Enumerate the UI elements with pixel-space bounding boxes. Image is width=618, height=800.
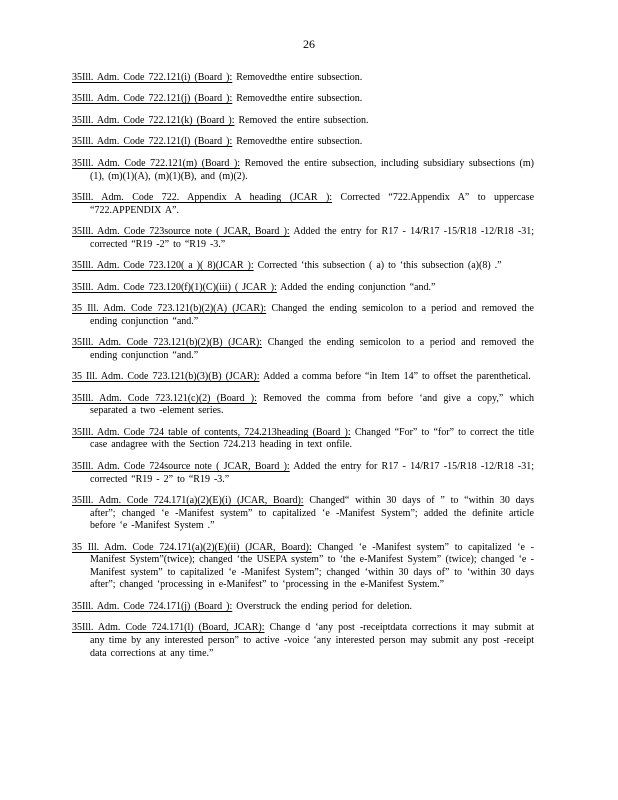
change-description: Added a comma before “in Item 14” to offset the parenthetical. xyxy=(262,371,531,383)
code-citation: 35Ill. Adm. Code 723.120(f)(1)(C)(iii) ( JCAR ): xyxy=(72,281,277,293)
code-citation: 35Ill. Adm. Code 722.121(l) (Board ): xyxy=(72,136,233,148)
amendment-entry xyxy=(72,260,534,273)
amendment-entry xyxy=(72,601,534,614)
amendment-entry xyxy=(72,393,534,418)
change-description: Changed “For” to “for” to correct the title case andagree with the Section 724.213 heading in text onfile. xyxy=(90,426,535,451)
code-citation: 35Ill. Adm. Code 723.120( a )( 8)(JCAR ): xyxy=(72,260,254,272)
amendment-entry xyxy=(72,461,534,486)
amendment-entry xyxy=(72,226,534,251)
change-description: Change d ‘any post -receiptdata corrections it may submit at any time by any interested person” to active -voice ‘any interested person may submit any post -receipt data corrections at any time.” xyxy=(90,622,534,659)
code-citation: 35 Ill. Adm. Code 723.121(b)(2)(A) (JCAR): xyxy=(72,303,267,315)
change-description: Added the entry for R17 - 14/R17 -15/R18 -12/R18 -31; corrected “R19 -2” to “R19 -3.” xyxy=(90,226,534,250)
page-number: 26 xyxy=(303,37,315,51)
amendment-list xyxy=(72,72,534,669)
code-citation: 35Ill. Adm. Code 723source note ( JCAR, Board ): xyxy=(72,226,290,238)
amendment-entry xyxy=(72,192,534,217)
change-description: Removedthe entire subsection. xyxy=(236,72,363,83)
change-description: Corrected “722.Appendix A” to uppercase “722.APPENDIX A”. xyxy=(90,192,535,216)
change-description: Changed“ within 30 days of ” to “within 30 days after”; changed ‘e -Manifest system” to capitalized ‘e -Manifest System”; added the definite article before ‘e -Manifest System .” xyxy=(90,495,535,532)
amendment-entry xyxy=(72,371,534,384)
amendment-entry xyxy=(72,427,534,452)
change-description: Removedthe entire subsection. xyxy=(236,136,363,148)
amendment-entry xyxy=(72,303,534,328)
code-citation: 35Ill. Adm. Code 722.121(j) (Board ): xyxy=(72,93,233,105)
code-citation: 35Ill. Adm. Code 724.171(l) (Board, JCAR): xyxy=(72,622,265,634)
amendment-entry xyxy=(72,72,534,85)
amendment-entry xyxy=(72,495,534,533)
code-citation: 35Ill. Adm. Code 724 table of contents, 724.213heading (Board ): xyxy=(72,426,351,438)
change-description: Overstruck the ending period for deletion. xyxy=(236,600,413,612)
change-description: Removed the comma from before ‘and give a copy,” which separated a two -element series. xyxy=(90,392,534,417)
amendment-entry xyxy=(72,622,534,660)
code-citation: 35Ill. Adm. Code 722.121(i) (Board ): xyxy=(72,72,233,83)
change-description: Changed the ending semicolon to a period and removed the ending conjunction “and.” xyxy=(90,337,534,361)
code-citation: 35 Ill. Adm. Code 724.171(a)(2)(E)(ii) (JCAR, Board): xyxy=(72,541,312,553)
amendment-entry xyxy=(72,158,534,183)
code-citation: 35Ill. Adm. Code 722.121(m) (Board ): xyxy=(72,157,241,169)
change-description: Corrected ‘this subsection ( a) to ‘this subsection (a)(8) .” xyxy=(257,260,502,272)
change-description: Removed the entire subsection. xyxy=(238,114,369,126)
change-description: Added the entry for R17 - 14/R17 -15/R18 -12/R18 -31; corrected “R19 - 2” to “R19 -3.” xyxy=(90,460,534,485)
code-citation: 35Ill. Adm. Code 724.171(a)(2)(E)(i) (JCAR, Board): xyxy=(72,495,304,507)
code-citation: 35Ill. Adm. Code 724.171(j) (Board ): xyxy=(72,600,233,612)
amendment-entry xyxy=(72,542,534,592)
amendment-entry xyxy=(72,136,534,149)
code-citation: 35Ill. Adm. Code 722. Appendix A heading (JCAR ): xyxy=(72,192,333,204)
change-description: Changed the ending semicolon to a period and removed the ending conjunction “and.” xyxy=(90,303,534,327)
code-citation: 35Ill. Adm. Code 722.121(k) (Board ): xyxy=(72,114,235,126)
change-description: Changed ‘e -Manifest system” to capitalized ‘e -Manifest System”(twice); changed ‘the USEPA system” to ‘the e-Manifest System” (twice); changed ‘e -Manifest system” to capitalized ‘e -Manifest System”; changed ‘within 30 days of” to ‘within 30 days after”; changed ‘processing in e-Manifest” to ‘processing in the e-Manifest System.” xyxy=(90,541,534,591)
change-description: Removedthe entire subsection. xyxy=(236,93,363,105)
code-citation: 35Ill. Adm. Code 724source note ( JCAR, Board ): xyxy=(72,460,290,472)
change-description: Removed the entire subsection, including subsidiary subsections (m)(1), (m)(1)(A), (m)(1)(B), and (m)(2). xyxy=(90,157,534,182)
amendment-entry xyxy=(72,93,534,106)
code-citation: 35 Ill. Adm. Code 723.121(b)(3)(B) (JCAR): xyxy=(72,371,260,383)
code-citation: 35Ill. Adm. Code 723.121(c)(2) (Board ): xyxy=(72,392,257,404)
change-description: Added the ending conjunction “and.” xyxy=(280,281,436,293)
amendment-entry xyxy=(72,337,534,362)
amendment-entry xyxy=(72,115,534,128)
code-citation: 35Ill. Adm. Code 723.121(b)(2)(B) (JCAR): xyxy=(72,337,263,349)
amendment-entry xyxy=(72,282,534,295)
